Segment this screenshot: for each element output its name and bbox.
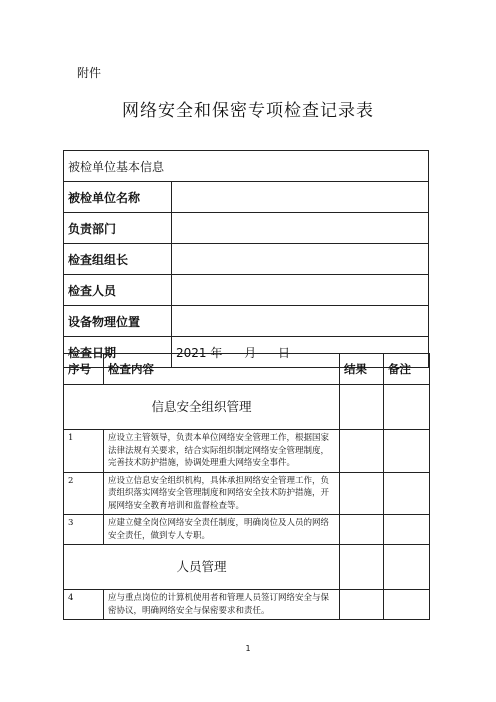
section-title: 信息安全组织管理 [64, 385, 340, 430]
remark-cell[interactable] [384, 515, 430, 545]
result-cell[interactable] [340, 430, 384, 473]
section-row [64, 385, 430, 430]
info-row [64, 182, 429, 213]
remark-cell[interactable] [384, 590, 430, 620]
section-title: 人员管理 [64, 545, 340, 590]
column-header-content: 检查内容 [104, 354, 340, 385]
table-row [64, 590, 430, 620]
field-label: 设备物理位置 [64, 306, 172, 337]
info-row [64, 306, 429, 337]
item-seq: 2 [64, 472, 104, 515]
item-seq: 4 [64, 590, 104, 620]
column-header-remark: 备注 [384, 354, 430, 385]
basic-info-table [63, 150, 429, 368]
remark-cell[interactable] [384, 545, 430, 590]
item-seq: 1 [64, 430, 104, 473]
remark-cell[interactable] [384, 385, 430, 430]
item-content: 应设立主管领导，负责本单位网络安全管理工作，根据国家法律法规有关要求，结合实际组织制定网络安全管理制度，完善技术防护措施，协调处理重大网络安全事件。 [104, 430, 340, 473]
column-header-result: 结果 [340, 354, 384, 385]
inspectors-field[interactable] [172, 275, 429, 306]
basic-info-header: 被检单位基本信息 [64, 151, 429, 182]
field-label: 检查日期 [64, 337, 172, 368]
unit-name-field[interactable] [172, 182, 429, 213]
attachment-label: 附件 [77, 66, 102, 80]
result-cell[interactable] [340, 545, 384, 590]
info-row [64, 213, 429, 244]
checklist-table [63, 353, 430, 620]
date-month: 月 [244, 345, 257, 360]
field-label: 检查组组长 [64, 244, 172, 275]
result-cell[interactable] [340, 515, 384, 545]
remark-cell[interactable] [384, 430, 430, 473]
column-header-seq: 序号 [64, 354, 104, 385]
table-row [64, 430, 430, 473]
item-seq: 3 [64, 515, 104, 545]
department-field[interactable] [172, 213, 429, 244]
remark-cell[interactable] [384, 472, 430, 515]
device-location-field[interactable] [172, 306, 429, 337]
checklist-header-row [64, 354, 430, 385]
page-number: 1 [245, 644, 251, 653]
team-leader-field[interactable] [172, 244, 429, 275]
page-title: 网络安全和保密专项检查记录表 [122, 101, 374, 121]
item-content: 应建立健全岗位网络安全责任制度，明确岗位及人员的网络安全责任，做到专人专职。 [104, 515, 340, 545]
table-row [64, 515, 430, 545]
date-year: 2021 年 [176, 345, 223, 360]
date-day: 日 [278, 345, 291, 360]
info-row [64, 244, 429, 275]
section-row [64, 545, 430, 590]
table-row [64, 472, 430, 515]
info-row [64, 275, 429, 306]
item-content: 应设立信息安全组织机构，具体承担网络安全管理工作，负责组织落实网络安全管理制度和网络安全技术防护措施，开展网络安全教育培训和监督检查等。 [104, 472, 340, 515]
item-content: 应与重点岗位的计算机使用者和管理人员签订网络安全与保密协议，明确网络安全与保密要求和责任。 [104, 590, 340, 620]
field-label: 负责部门 [64, 213, 172, 244]
field-label: 被检单位名称 [64, 182, 172, 213]
basic-info-header-row [64, 151, 429, 182]
field-label: 检查人员 [64, 275, 172, 306]
result-cell[interactable] [340, 472, 384, 515]
result-cell[interactable] [340, 385, 384, 430]
result-cell[interactable] [340, 590, 384, 620]
